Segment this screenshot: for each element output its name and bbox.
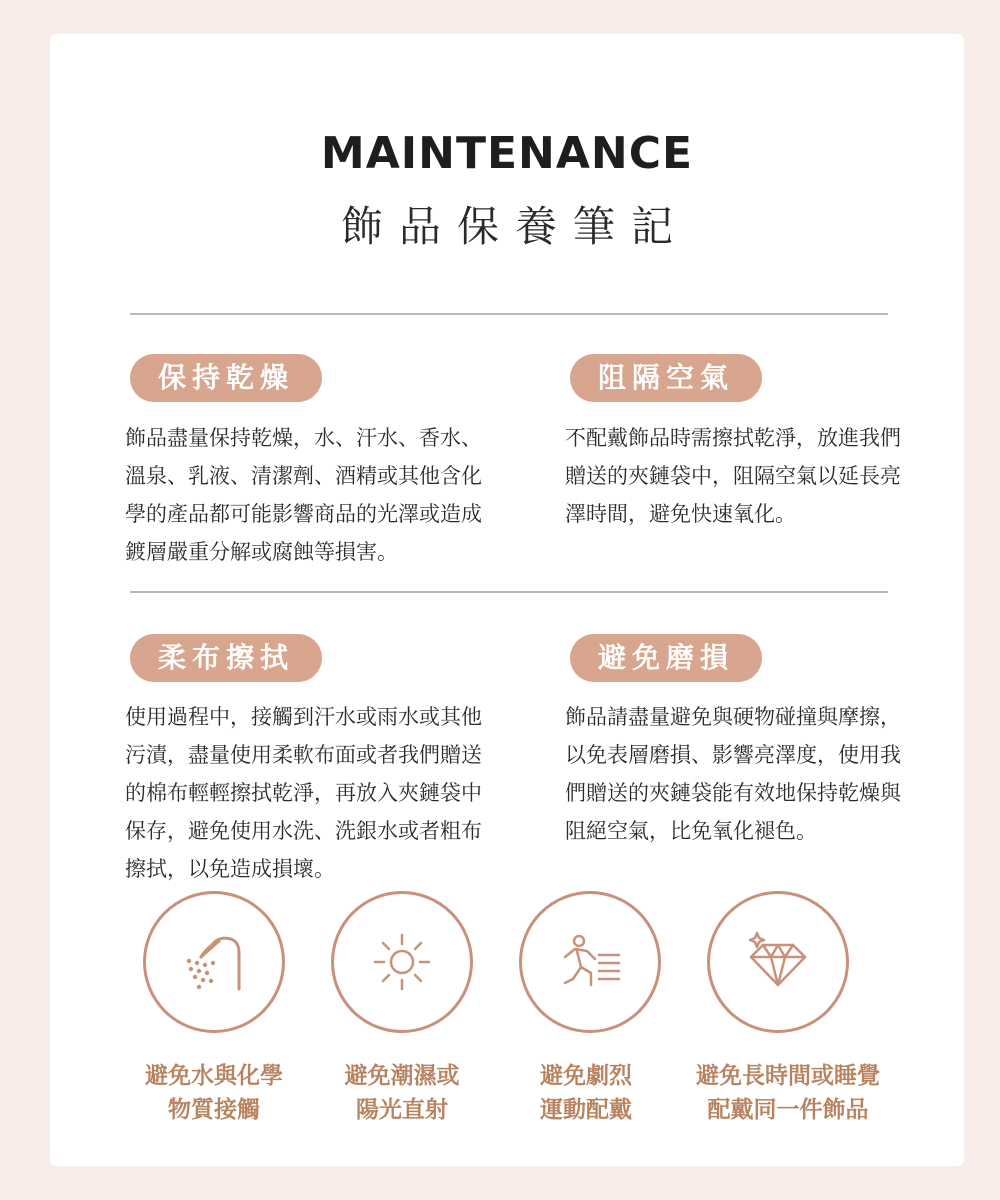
caption-line: 避免長時間或睡覺 xyxy=(696,1063,880,1089)
shower-icon xyxy=(179,927,249,997)
caption-line: 避免劇烈 xyxy=(540,1063,632,1089)
divider-top xyxy=(130,313,888,315)
tip-circle-diamond xyxy=(707,891,849,1033)
content-card xyxy=(50,34,964,1166)
paragraph-line: 飾品請盡量避免與硬物碰撞與摩擦， xyxy=(565,705,901,729)
caption-line: 配戴同一件飾品 xyxy=(707,1097,869,1123)
caption-line: 陽光直射 xyxy=(356,1097,448,1123)
caption-line: 物質接觸 xyxy=(168,1097,260,1123)
paragraph-block-air xyxy=(565,419,965,533)
tip-circle-sun xyxy=(331,891,473,1033)
paragraph-soft-cloth xyxy=(125,698,525,888)
paragraph-line: 飾品盡量保持乾燥，水、汗水、香水、 xyxy=(125,426,482,450)
divider-middle xyxy=(130,591,888,593)
sun-icon xyxy=(367,927,437,997)
paragraph-line: 鍍層嚴重分解或腐蝕等損害。 xyxy=(125,540,398,564)
paragraph-keep-dry xyxy=(125,419,525,571)
page-title-zh: 飾品保養筆記 xyxy=(340,202,689,251)
paragraph-line: 不配戴飾品時需擦拭乾淨，放進我們 xyxy=(565,426,901,450)
paragraph-line: 阻絕空氣，比免氧化褪色。 xyxy=(565,819,817,843)
tip-caption-sport xyxy=(476,1059,696,1127)
paragraph-line: 們贈送的夾鏈袋能有效地保持乾燥與 xyxy=(565,781,901,805)
tip-caption-diamond xyxy=(678,1059,898,1127)
badge-block-air: 阻隔空氣 xyxy=(570,354,762,402)
running-person-icon xyxy=(555,927,625,997)
caption-line: 避免潮濕或 xyxy=(344,1063,460,1089)
paragraph-line: 溫泉、乳液、清潔劑、酒精或其他含化 xyxy=(125,464,482,488)
caption-line: 運動配戴 xyxy=(540,1097,632,1123)
tip-caption-water xyxy=(104,1059,324,1127)
paragraph-line: 的棉布輕輕擦拭乾淨，再放入夾鏈袋中 xyxy=(125,781,482,805)
badge-soft-cloth: 柔布擦拭 xyxy=(130,634,322,682)
caption-line: 避免水與化學 xyxy=(145,1063,283,1089)
badge-avoid-wear: 避免磨損 xyxy=(570,634,762,682)
paragraph-line: 澤時間，避免快速氧化。 xyxy=(565,502,796,526)
paragraph-line: 以免表層磨損、影響亮澤度，使用我 xyxy=(565,743,901,767)
diamond-icon xyxy=(743,927,813,997)
paragraph-line: 贈送的夾鏈袋中，阻隔空氣以延長亮 xyxy=(565,464,901,488)
paragraph-line: 污漬，盡量使用柔軟布面或者我們贈送 xyxy=(125,743,482,767)
tip-circle-sport xyxy=(519,891,661,1033)
paragraph-line: 學的產品都可能影響商品的光澤或造成 xyxy=(125,502,482,526)
tip-circle-water xyxy=(143,891,285,1033)
page-title-en: MAINTENANCE xyxy=(320,128,694,179)
paragraph-line: 使用過程中，接觸到汗水或雨水或其他 xyxy=(125,705,482,729)
paragraph-line: 擦拭，以免造成損壞。 xyxy=(125,857,335,881)
badge-keep-dry: 保持乾燥 xyxy=(130,354,322,402)
paragraph-avoid-wear xyxy=(565,698,965,850)
paragraph-line: 保存，避免使用水洗、洗銀水或者粗布 xyxy=(125,819,482,843)
